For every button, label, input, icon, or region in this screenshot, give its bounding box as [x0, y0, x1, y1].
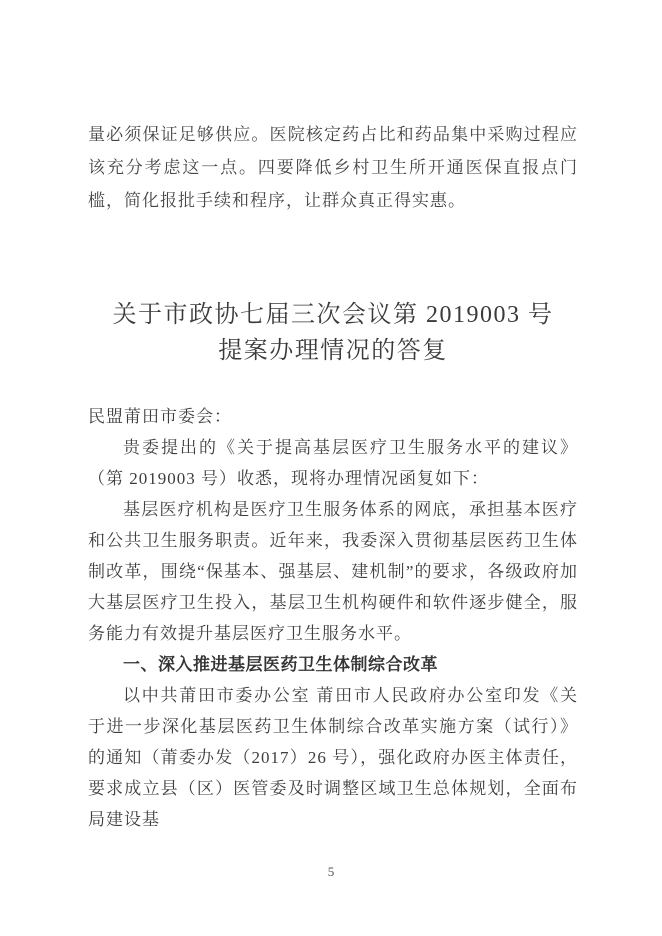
document-title-line-2: 提案办理情况的答复 [218, 338, 448, 364]
document-title-line-1: 关于市政协七届三次会议第 2019003 号 [112, 302, 554, 328]
document-title [88, 297, 578, 369]
continuation-paragraph: 量必须保证足够供应。医院核定药占比和药品集中采购过程应该充分考虑这一点。四要降低乡村卫生所开通医保直报点门槛，简化报批手续和程序，让群众真正得实惠。 [88, 125, 578, 210]
salutation: 民盟莆田市委会： [88, 407, 232, 426]
paragraph-overview: 基层医疗机构是医疗卫生服务体系的网底，承担基本医疗和公共卫生服务职责。近年来，我委深入贯彻基层医药卫生体制改革，围绕“保基本、强基层、建机制”的要求，各级政府加大基层医疗卫生投入，基层卫生机构硬件和软件逐步健全，服务能力有效提升基层医疗卫生服务水平。 [88, 500, 578, 643]
paragraph-intro: 贵委提出的《关于提高基层医疗卫生服务水平的建议》（第 2019003 号）收悉，现将办理情况函复如下： [88, 438, 578, 488]
letter-body [88, 401, 578, 835]
paragraph-section-1: 以中共莆田市委办公室 莆田市人民政府办公室印发《关于进一步深化基层医药卫生体制综合改革实施方案（试行）》的通知（莆委办发（2017）26 号），强化政府办医主体责任，要求成立县（区）医管委及时调整区域卫生总体规划，全面布局建设基 [88, 686, 578, 829]
page-number: 5 [327, 864, 335, 879]
section-heading-1: 一、深入推进基层医药卫生体制综合改革 [123, 655, 438, 674]
